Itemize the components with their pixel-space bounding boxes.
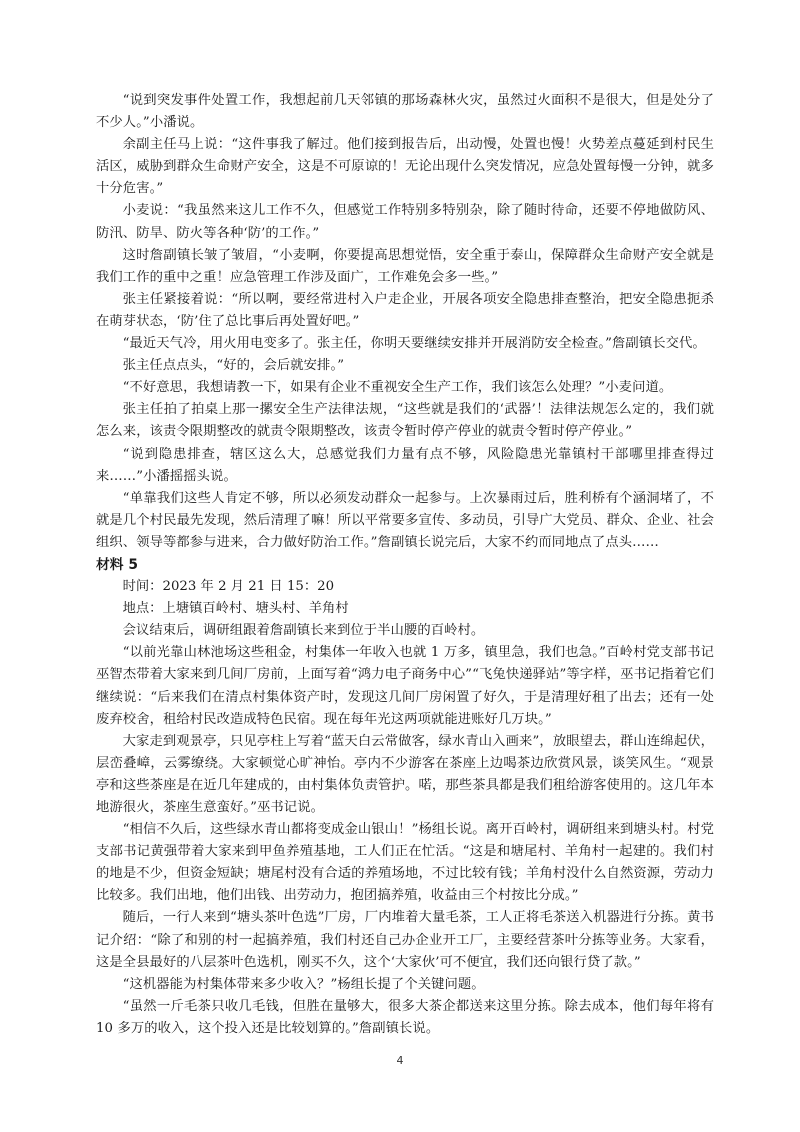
paragraph: “说到突发事件处置工作，我想起前几天邻镇的那场森林火灾，虽然过火面积不是很大，但是处分了不少人。”小潘说。 xyxy=(96,93,714,131)
paragraph: “最近天气冷，用火用电变多了。张主任，你明天要继续安排并开展消防安全检查。”詹副镇长交代。 xyxy=(122,336,706,352)
paragraph: 张主任点点头，“好的，会后就安排。” xyxy=(122,358,345,374)
paragraph: 大家走到观景亭，只见亭柱上写着“蓝天白云常做客，绿水青山入画来”，放眼望去，群山连绵起伏，层峦叠嶂，云雾缭绕。大家顿觉心旷神怡。亭内不少游客在茶座上边喝茶边欣赏风景，谈笑风生。“观景亭和这些茶座是在近几年建成的，由村集体负责管护。喏，那些茶具都是我们租给游客使用的。这几年本地游很火，茶座生意蛮好。”巫书记说。 xyxy=(96,733,714,815)
paragraph: 小麦说：“我虽然来这儿工作不久，但感觉工作特别多特别杂，除了随时待命，还要不停地做防风、防汛、防旱、防火等各种‘防’的工作。” xyxy=(96,203,714,241)
paragraph: 这时詹副镇长皱了皱眉，“小麦啊，你要提高思想觉悟，安全重于泰山，保障群众生命财产安全就是我们工作的重中之重！应急管理工作涉及面广，工作难免会多一些。” xyxy=(96,247,714,285)
section-time: 时间：2023 年 2 月 21 日 15：20 xyxy=(122,579,335,595)
paragraph: “这机器能为村集体带来多少收入？”杨组长提了个关键问题。 xyxy=(122,976,485,992)
paragraph: “说到隐患排查，辖区这么大，总感觉我们力量有点不够，风险隐患光靠镇村干部哪里排查得过来……”小潘摇摇头说。 xyxy=(96,446,714,484)
paragraph: 余副主任马上说：“这件事我了解过。他们接到报告后，出动慢，处置也慢！火势差点蔓延到村民生活区，威胁到群众生命财产安全，这是不可原谅的！无论出现什么突发情况，应急处置每慢一分钟，就多十分危害。” xyxy=(96,137,714,197)
paragraph: “相信不久后，这些绿水青山都将变成金山银山！”杨组长说。离开百岭村，调研组来到塘头村。村党支部书记黄强带着大家来到甲鱼养殖基地，工人们正在忙活。“这是和塘尾村、羊角村一起建的。我们村的地是不少，但资金短缺；塘尾村没有合适的养殖场地，不过比较有钱；羊角村没什么自然资源，劳动力比较多。我们出地，他们出钱、出劳动力，抱团搞养殖，收益由三个村按比分成。” xyxy=(96,822,714,904)
paragraph: “以前光靠山林池场这些租金，村集体一年收入也就 1 万多，镇里急，我们也急。”百岭村党支部书记巫智杰带着大家来到几间厂房前，上面写着“鸿力电子商务中心”“飞兔快递驿站”等字样，巫书记指着它们继续说：“后来我们在清点村集体资产时，发现这几间厂房闲置了好久，于是清理好租了出去；还有一处废弃校舍，租给村民改造成特色民宿。现在每年光这两项就能进账好几万块。” xyxy=(96,645,714,727)
paragraph: 张主任紧接着说：“所以啊，要经常进村入户走企业，开展各项安全隐患排查整治，把安全隐患扼杀在萌芽状态，‘防’住了总比事后再处置好吧。” xyxy=(96,291,714,329)
section-heading: 材料 5 xyxy=(96,556,138,573)
page-number: 4 xyxy=(396,1054,404,1067)
paragraph: 随后，一行人来到“塘头茶叶色选”厂房，厂内堆着大量毛茶，工人正将毛茶送入机器进行分拣。黄书记介绍：“除了和别的村一起搞养殖，我们村还自己办企业开工厂，主要经营茶叶分拣等业务。大家看，这是全县最好的八层茶叶色选机，刚买不久，这个‘大家伙’可不便宜，我们还向银行贷了款。” xyxy=(96,910,714,970)
paragraph: “单靠我们这些人肯定不够，所以必须发动群众一起参与。上次暴雨过后，胜利桥有个涵洞堵了，不就是几个村民最先发现，然后清理了嘛！所以平常要多宣传、多动员，引导广大党员、群众、企业、社会组织、领导等都参与进来，合力做好防治工作。”詹副镇长说完后，大家不约而同地点了点头…… xyxy=(96,490,714,550)
section-location: 地点：上塘镇百岭村、塘头村、羊角村 xyxy=(122,601,349,617)
paragraph: 会议结束后，调研组跟着詹副镇长来到位于半山腰的百岭村。 xyxy=(122,623,485,639)
document-body xyxy=(96,90,714,1040)
paragraph: “不好意思，我想请教一下，如果有企业不重视安全生产工作，我们该怎么处理？”小麦问道。 xyxy=(122,380,673,396)
paragraph: “虽然一斤毛茶只收几毛钱，但胜在量够大，很多大茶企都送来这里分拣。除去成本，他们每年将有 10 多万的收入，这个投入还是比较划算的。”詹副镇长说。 xyxy=(96,998,714,1036)
paragraph: 张主任拍了拍桌上那一摞安全生产法律法规，“这些就是我们的‘武器’！法律法规怎么定的，我们就怎么来，该责令限期整改的就责令限期整改，该责令暂时停产停业的就责令暂时停产停业。” xyxy=(96,402,714,440)
